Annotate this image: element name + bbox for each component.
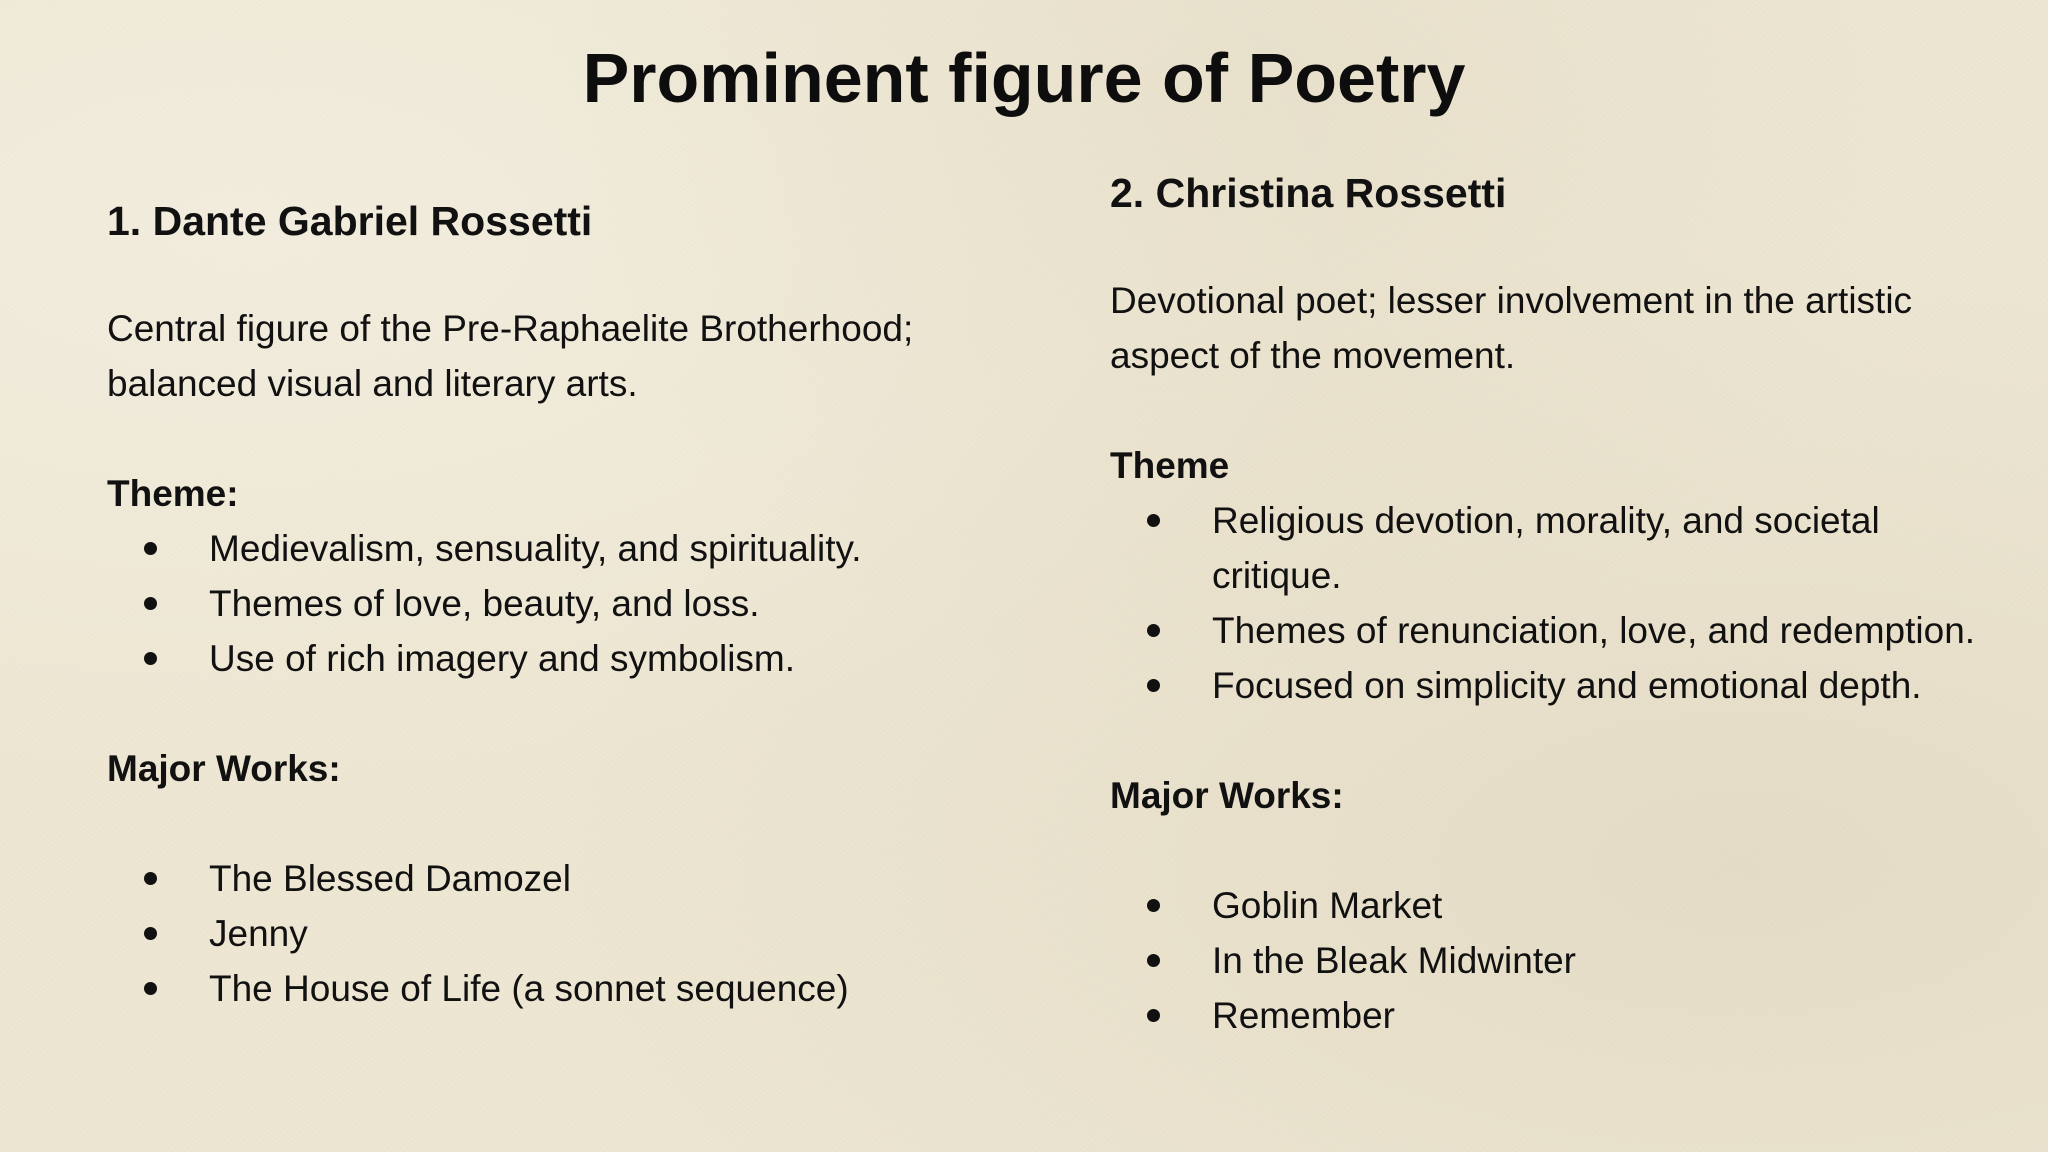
theme-list bbox=[107, 521, 1027, 686]
bullet-icon bbox=[1147, 954, 1160, 967]
poet-description: Central figure of the Pre-Raphaelite Brotherhood; balanced visual and literary arts. bbox=[107, 308, 914, 404]
works-list bbox=[107, 851, 1027, 1016]
work-item-text: Jenny bbox=[209, 913, 308, 954]
dante-rossetti-column bbox=[107, 196, 1027, 1016]
theme-item bbox=[107, 576, 1027, 631]
work-item-text: Remember bbox=[1212, 995, 1395, 1036]
theme-item-text: Themes of love, beauty, and loss. bbox=[209, 583, 760, 624]
bullet-icon bbox=[1147, 1009, 1160, 1022]
bullet-icon bbox=[144, 927, 157, 940]
bullet-icon bbox=[144, 542, 157, 555]
theme-item-text: Religious devotion, morality, and societal critique. bbox=[1212, 500, 1880, 596]
poet-description: Devotional poet; lesser involvement in the artistic aspect of the movement. bbox=[1110, 280, 1913, 376]
work-item bbox=[107, 961, 1027, 1016]
work-item bbox=[1110, 878, 2010, 933]
theme-item-text: Medievalism, sensuality, and spirituality. bbox=[209, 528, 862, 569]
work-item bbox=[1110, 988, 2010, 1043]
theme-item bbox=[1110, 493, 2010, 603]
bullet-icon bbox=[1147, 899, 1160, 912]
theme-item-text: Focused on simplicity and emotional depth. bbox=[1212, 665, 1922, 706]
bullet-icon bbox=[1147, 679, 1160, 692]
bullet-icon bbox=[1147, 624, 1160, 637]
bullet-icon bbox=[144, 982, 157, 995]
bullet-icon bbox=[144, 597, 157, 610]
theme-item bbox=[1110, 603, 2010, 658]
work-item bbox=[107, 906, 1027, 961]
slide-title: Prominent figure of Poetry bbox=[582, 39, 1466, 117]
bullet-icon bbox=[144, 652, 157, 665]
major-works-heading: Major Works: bbox=[1110, 775, 1344, 816]
work-item-text: The Blessed Damozel bbox=[209, 858, 571, 899]
work-item-text: The House of Life (a sonnet sequence) bbox=[209, 968, 849, 1009]
theme-item bbox=[107, 521, 1027, 576]
work-item bbox=[1110, 933, 2010, 988]
theme-item bbox=[107, 631, 1027, 686]
poet-name: 1. Dante Gabriel Rossetti bbox=[107, 198, 593, 244]
work-item-text: Goblin Market bbox=[1212, 885, 1443, 926]
theme-heading: Theme bbox=[1110, 445, 1230, 486]
theme-item bbox=[1110, 658, 2010, 713]
theme-item-text: Use of rich imagery and symbolism. bbox=[209, 638, 796, 679]
theme-heading: Theme: bbox=[107, 473, 239, 514]
christina-rossetti-column bbox=[1110, 168, 2010, 1043]
theme-list bbox=[1110, 493, 2010, 713]
work-item bbox=[107, 851, 1027, 906]
theme-item-text: Themes of renunciation, love, and redemption. bbox=[1212, 610, 1976, 651]
major-works-heading: Major Works: bbox=[107, 748, 341, 789]
poet-name: 2. Christina Rossetti bbox=[1110, 170, 1507, 216]
bullet-icon bbox=[144, 872, 157, 885]
bullet-icon bbox=[1147, 514, 1160, 527]
works-list bbox=[1110, 878, 2010, 1043]
work-item-text: In the Bleak Midwinter bbox=[1212, 940, 1577, 981]
